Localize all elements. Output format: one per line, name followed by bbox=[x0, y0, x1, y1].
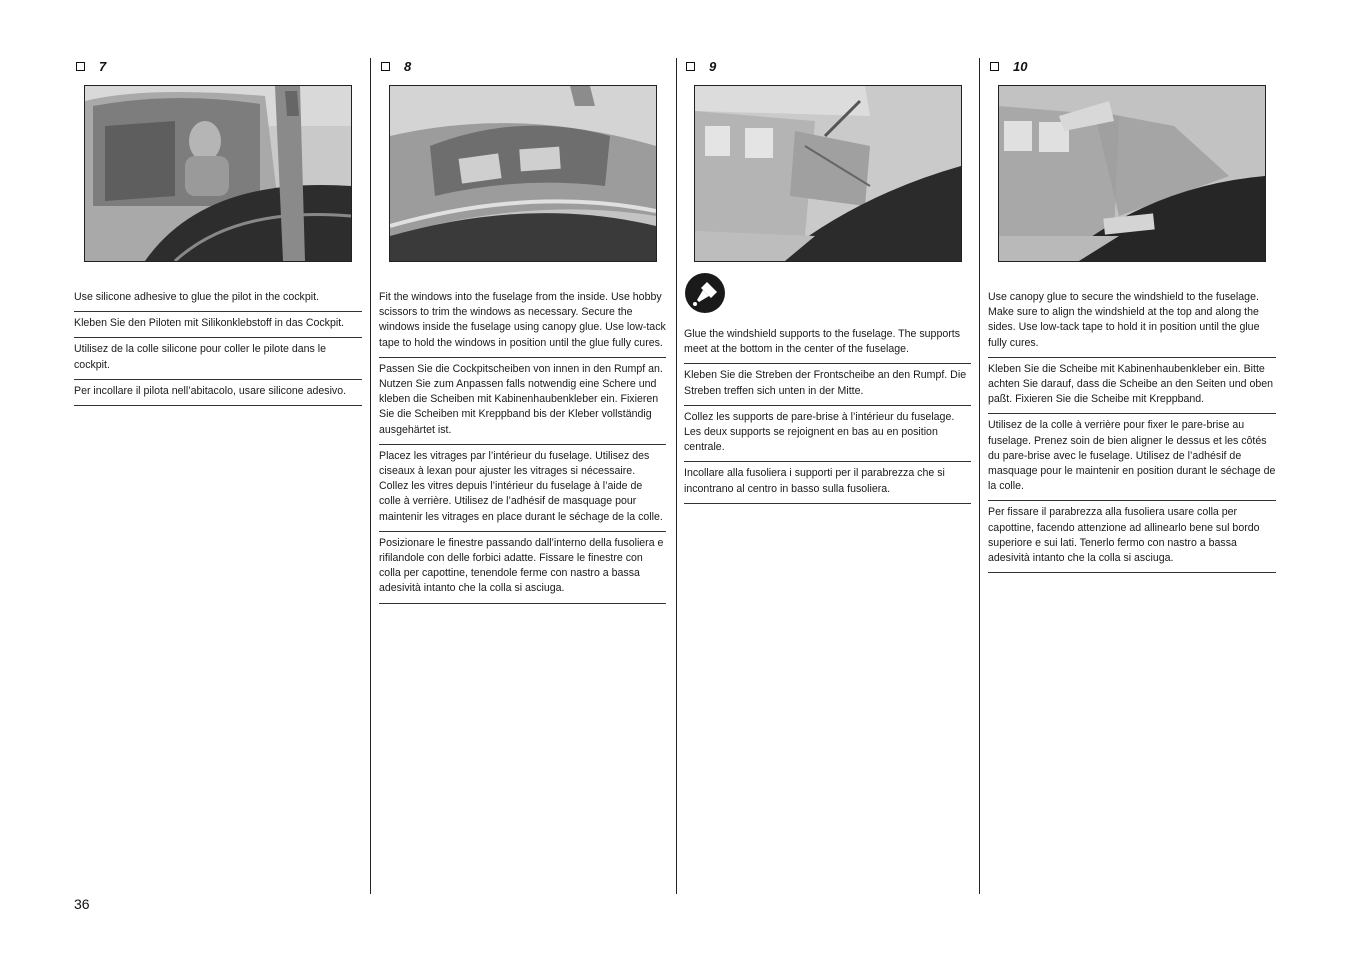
step-9 bbox=[684, 58, 971, 495]
instruction-en: Fit the windows into the fuselage from the inside. Use hobby scissors to trim the windows as necessary. Secure the windows inside the fuselage using canopy glue. Use low-tack tape to hold the windows in position until the glue fully cures. bbox=[379, 290, 666, 358]
step-8 bbox=[379, 58, 666, 595]
instruction-fr: Collez les supports de pare-brise à l’intérieur du fuselage. Les deux supports se rejoignent en bas au en position centrale. bbox=[684, 406, 971, 463]
instruction-en: Use silicone adhesive to glue the pilot in the cockpit. bbox=[74, 290, 362, 312]
step-7 bbox=[74, 58, 362, 397]
instruction-de: Kleben Sie die Streben der Frontscheibe an den Rumpf. Die Streben treffen sich unten in der Mitte. bbox=[684, 364, 971, 405]
step-10 bbox=[988, 58, 1276, 565]
instruction-it: Per fissare il parabrezza alla fusoliera usare colla per capottine, facendo attenzione ad allinearlo bene sul bordo superiore e sui lati. Tenerlo fermo con nastro a bassa adesività intanto che la colla si asciuga. bbox=[988, 501, 1276, 573]
column-divider bbox=[370, 58, 371, 894]
step-number: 9 bbox=[709, 58, 717, 74]
instruction-fr: Utilisez de la colle silicone pour coller le pilote dans le cockpit. bbox=[74, 338, 362, 379]
step-header bbox=[988, 58, 1276, 74]
instruction-it: Incollare alla fusoliera i supporti per il parabrezza che si incontrano al centro in basso sulla fusoliera. bbox=[684, 462, 971, 503]
page-number: 36 bbox=[74, 896, 90, 912]
column-divider bbox=[979, 58, 980, 894]
canopy-glue-icon bbox=[684, 272, 726, 314]
step-checkbox[interactable] bbox=[686, 62, 695, 71]
step-header bbox=[379, 58, 666, 74]
instruction-fr: Utilisez de la colle à verrière pour fixer le pare-brise au fuselage. Prenez soin de bien aligner le dessus et les côtés du pare-brise avec le fuselage. Utilisez de l’adhésif de masquage pour le maintenir en position durant le séchage de la colle. bbox=[988, 414, 1276, 501]
instruction-en: Glue the windshield supports to the fuselage. The supports meet at the bottom in the center of the fuselage. bbox=[684, 327, 971, 364]
instruction-it: Posizionare le finestre passando dall’interno della fusoliera e rifilandole con delle forbici adatte. Fissare le finestre con colla per capottine, tenendole ferme con nastro a bassa adesività intanto che la colla si asciuga. bbox=[379, 532, 666, 604]
step-checkbox[interactable] bbox=[76, 62, 85, 71]
step-checkbox[interactable] bbox=[990, 62, 999, 71]
instruction-de: Kleben Sie den Piloten mit Silikonklebstoff in das Cockpit. bbox=[74, 312, 362, 338]
instruction-it: Per incollare il pilota nell’abitacolo, usare silicone adesivo. bbox=[74, 380, 362, 406]
step-number: 8 bbox=[404, 58, 412, 74]
step-header bbox=[684, 58, 971, 74]
step-photo-pilot-in-cockpit bbox=[84, 85, 352, 262]
step-photo-windshield-supports bbox=[694, 85, 962, 262]
column-divider bbox=[676, 58, 677, 894]
instruction-de: Passen Sie die Cockpitscheiben von innen in den Rumpf an. Nutzen Sie zum Anpassen falls notwendig eine Schere und kleben die Scheiben mit Kabinenhaubenkleber ein. Fixieren Sie die Scheiben mit Kreppband bis der Kleber vollständig ausgehärtet ist. bbox=[379, 358, 666, 445]
step-number: 10 bbox=[1013, 58, 1028, 74]
instruction-en: Use canopy glue to secure the windshield to the fuselage. Make sure to align the windshield at the top and along the sides. Use low-tack tape to hold it in position until the glue fully cures. bbox=[988, 290, 1276, 358]
instruction-fr: Placez les vitrages par l’intérieur du fuselage. Utilisez des ciseaux à lexan pour ajuster les vitrages si nécessaire. Collez les vitres depuis l’intérieur du fuselage à l’aide de colle à verrière. Utilisez de l’adhésif de masquage pour maintenir les vitrages en place durant le séchage de la colle. bbox=[379, 445, 666, 532]
step-checkbox[interactable] bbox=[381, 62, 390, 71]
instruction-de: Kleben Sie die Scheibe mit Kabinenhaubenkleber ein. Bitte achten Sie darauf, dass die Scheibe an den Seiten und oben paßt. Fixieren Sie die Scheibe mit Kreppband. bbox=[988, 358, 1276, 415]
step-photo-windows-in-fuselage bbox=[389, 85, 657, 262]
step-photo-windshield-glued bbox=[998, 85, 1266, 262]
step-header bbox=[74, 58, 362, 74]
step-number: 7 bbox=[99, 58, 107, 74]
